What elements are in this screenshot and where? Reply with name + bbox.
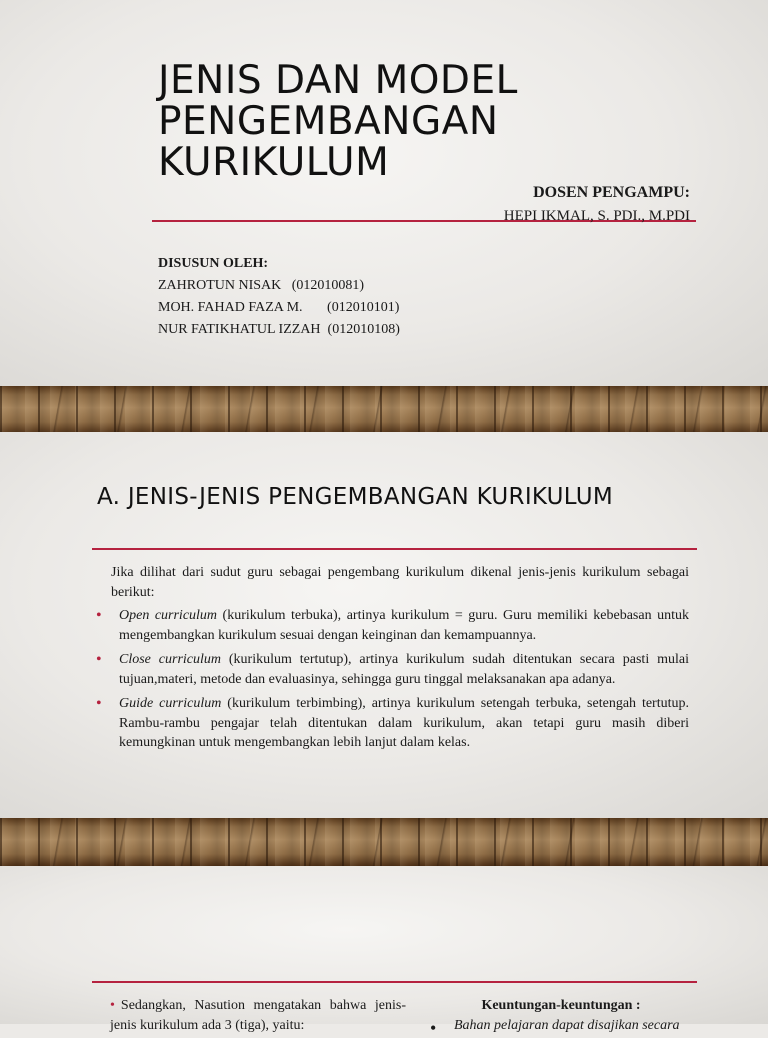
- bullet-icon: •: [430, 1018, 437, 1038]
- item-term: Guide curriculum: [119, 696, 222, 711]
- section-body: [96, 563, 689, 758]
- list-item: [96, 694, 689, 753]
- author-row: ZAHROTUN NISAK (012010081): [158, 278, 365, 293]
- item-text: (kurikulum tertutup), artinya kurikulum sudah ditentukan secara pasti mulai tujuan,materi, metode dan evaluasinya, sehingga guru tinggal melaksanakan apa adanya.: [119, 652, 689, 687]
- list-item: [96, 606, 689, 645]
- intro-paragraph: Jika dilihat dari sudut guru sebagai pengembang kurikulum dikenal jenis-jenis kurikulum sebagai berikut:: [111, 565, 689, 600]
- author-row: NUR FATIKHATUL IZZAH (012010108): [158, 322, 400, 337]
- item-text: (kurikulum terbimbing), artinya kurikulum setengah terbuka, setengah tertutup. Rambu-rambu pengajar telah ditentukan dalam kurikulum, akan tetapi guru masih diberi kemungkinan untuk mengembangkan lebih lanjut dalam kelas.: [119, 696, 689, 750]
- left-column: [110, 996, 406, 1036]
- slide3-rule: [92, 981, 697, 983]
- lecturer-name: HEPI IKMAL, S. PDI., M.PDI: [503, 208, 690, 224]
- bullet-icon: •: [110, 998, 115, 1013]
- left-text: Sedangkan, Nasution mengatakan bahwa jenis-jenis kurikulum ada 3 (tiga), yaitu:: [110, 998, 406, 1033]
- right-column: [430, 996, 692, 1036]
- author-row: MOH. FAHAD FAZA M. (012010101): [158, 300, 400, 315]
- authors-heading: DISUSUN OLEH:: [158, 256, 269, 271]
- curriculum-list: [96, 606, 689, 753]
- bullet-icon: •: [96, 695, 102, 712]
- benefit-item: [430, 1016, 692, 1036]
- wood-floor-divider: [0, 386, 768, 434]
- title-slide: [0, 0, 768, 386]
- heading-rule: [92, 548, 697, 550]
- bullet-icon: •: [96, 607, 102, 624]
- benefit-text: Bahan pelajaran dapat disajikan secara: [454, 1018, 680, 1033]
- bullet-icon: •: [96, 651, 102, 668]
- lecturer-heading: DOSEN PENGAMPU:: [533, 184, 690, 201]
- wood-floor-divider: [0, 818, 768, 866]
- list-item: [96, 650, 689, 689]
- item-term: Open curriculum: [119, 608, 218, 623]
- item-term: Close curriculum: [119, 652, 221, 667]
- authors-block: [158, 253, 400, 341]
- slide-title: JENIS DAN MODEL PENGEMBANGAN KURIKULUM: [158, 58, 518, 185]
- section-heading: A. JENIS-JENIS PENGEMBANGAN KURIKULUM: [97, 484, 614, 510]
- benefits-heading: Keuntungan-keuntungan :: [481, 998, 641, 1013]
- item-text: (kurikulum terbuka), artinya kurikulum = guru. Guru memiliki kebebasan untuk mengembangkan kurikulum sesuai dengan keinginan dan kemampuannya.: [119, 608, 689, 643]
